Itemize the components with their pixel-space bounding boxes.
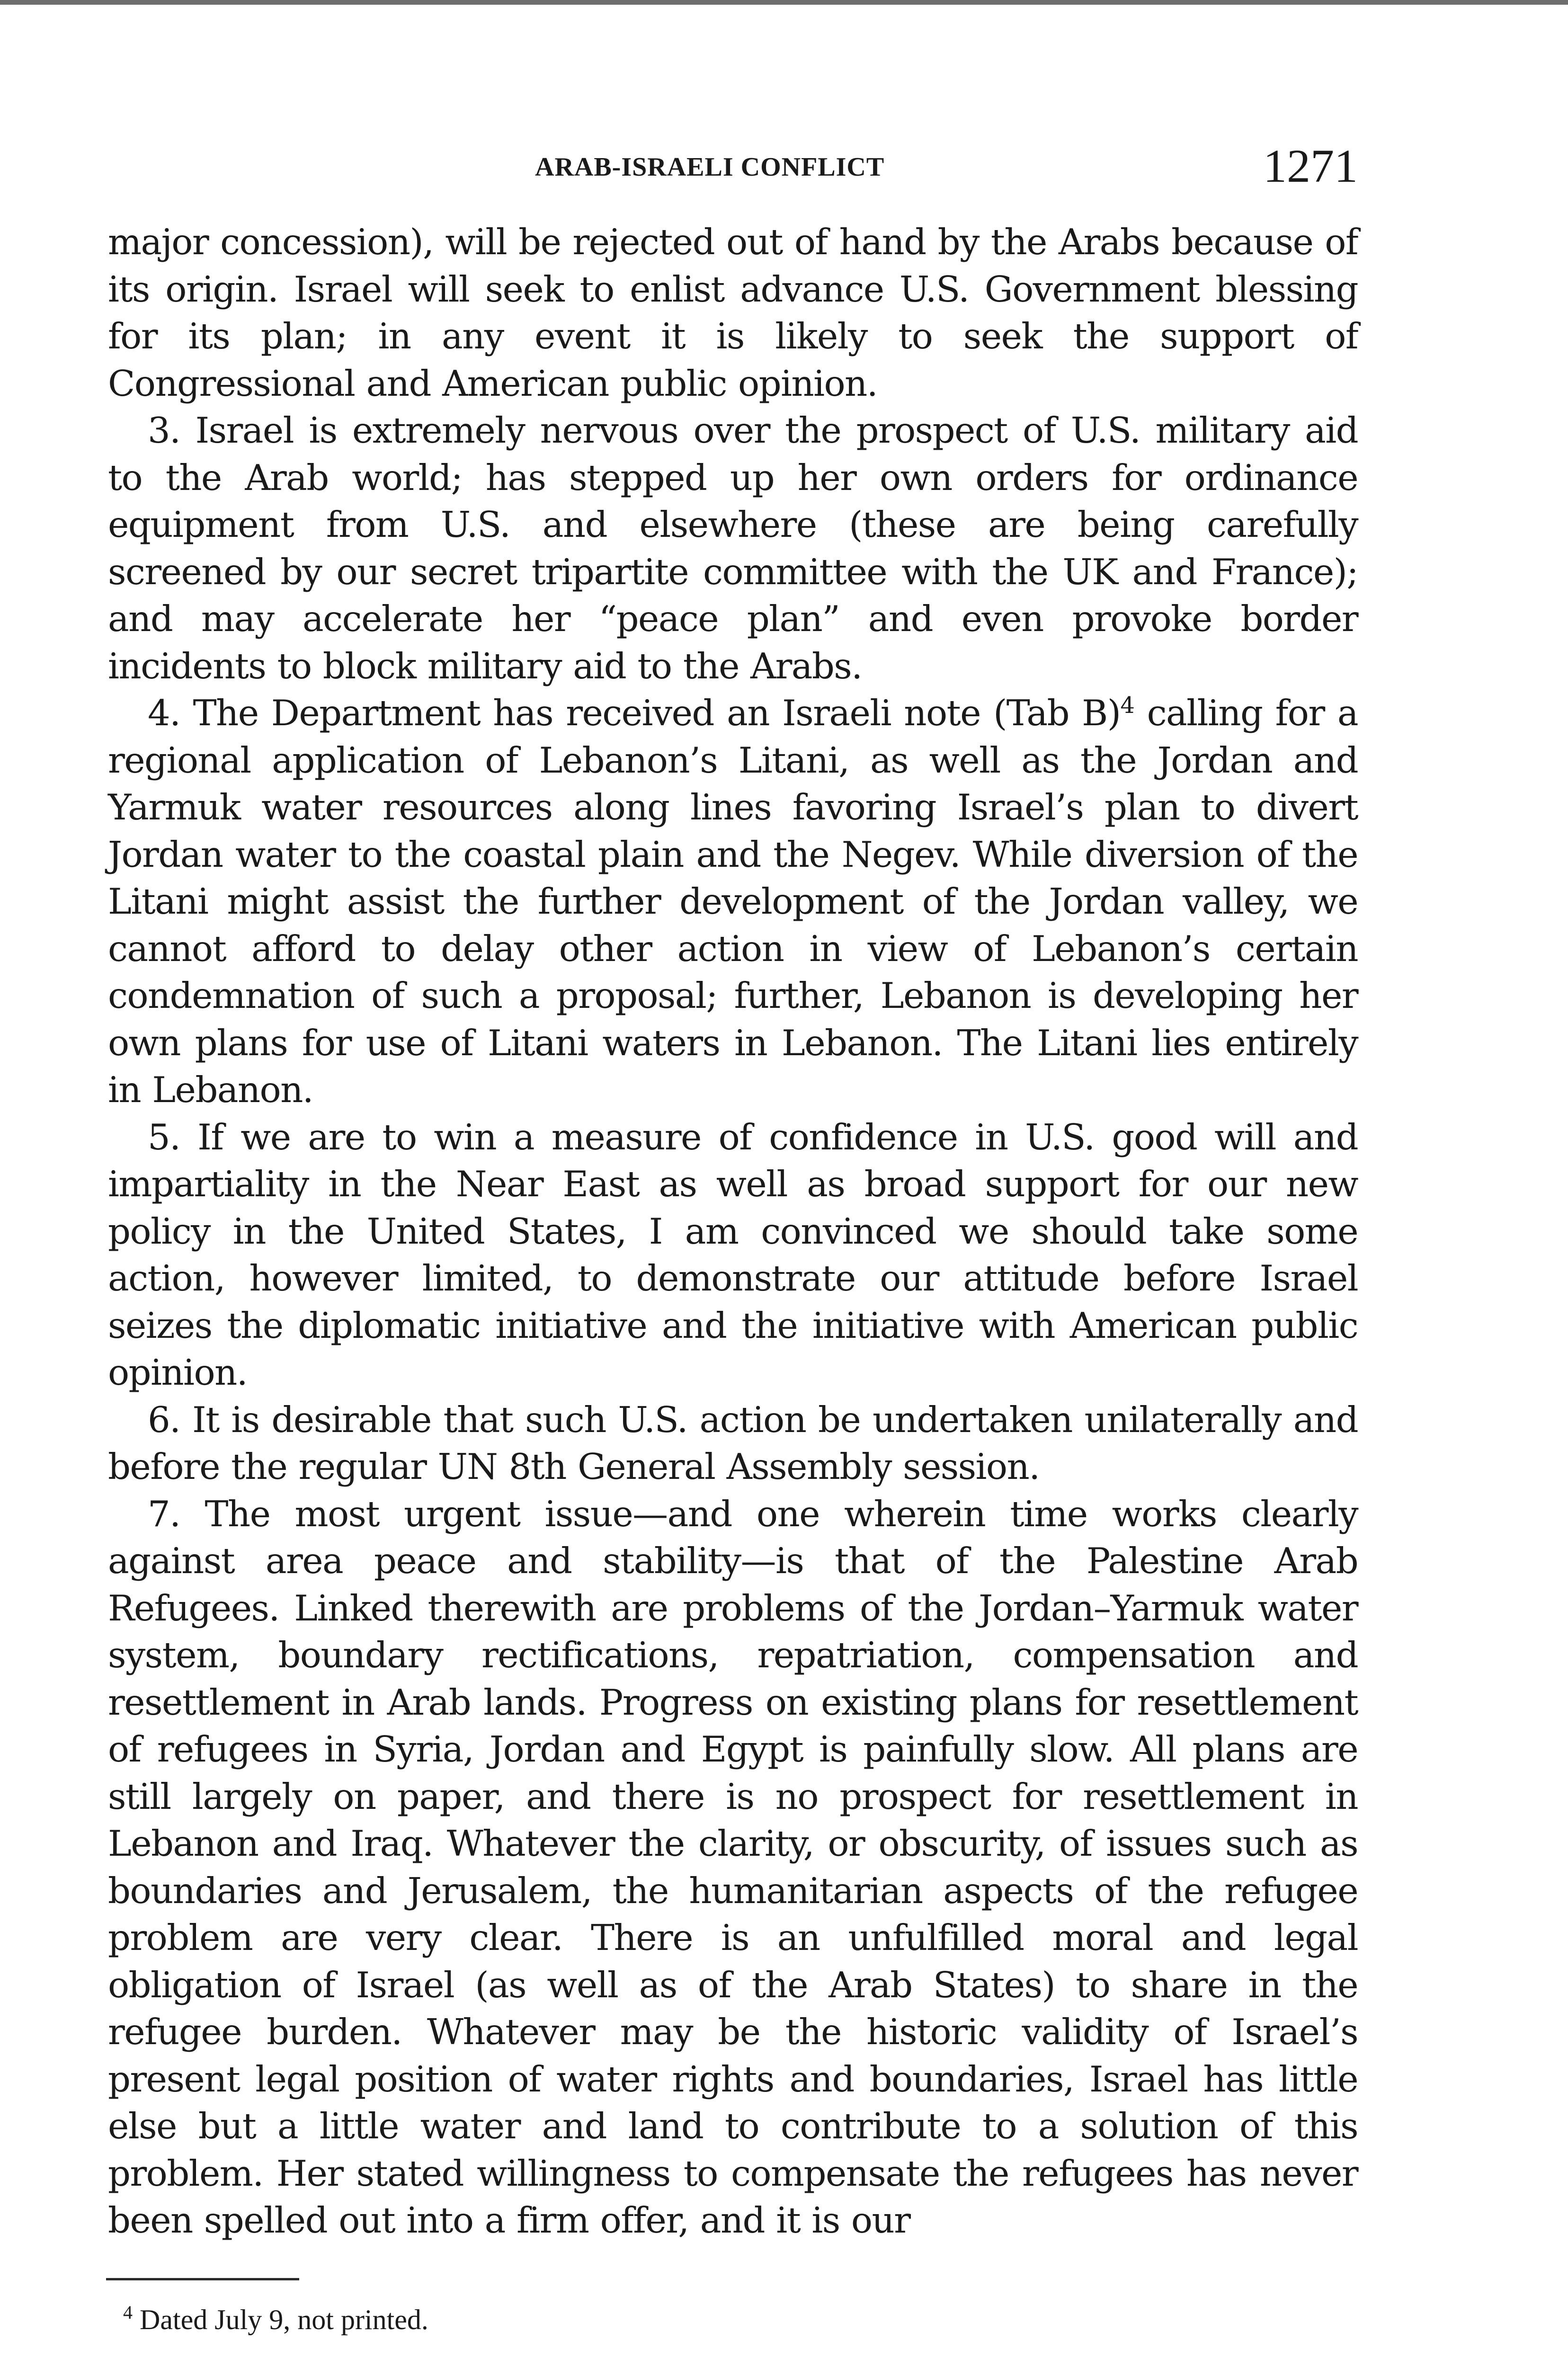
- page-number: 1271: [1263, 140, 1358, 192]
- paragraph-4-lead: 4. The Department has received an Israeli note (Tab B): [148, 692, 1121, 734]
- paragraph-5: 5. If we are to win a measure of confidence in U.S. good will and impartiality in the Near East as well as broad support for our new policy in the United States, I am convinced we should take some action, however limited, to demonstrate our attitude before Israel seizes the diplomatic initiative and the initiative with American public opinion.: [108, 1116, 1358, 1393]
- footnote-text: Dated July 9, not printed.: [133, 2304, 428, 2335]
- paragraph-6: 6. It is desirable that such U.S. action be undertaken unilaterally and before the regular UN 8th General Assembly session.: [108, 1398, 1358, 1487]
- top-edge-rule: [0, 0, 1568, 5]
- paragraph-4-rest: calling for a regional application of Lebanon’s Litani, as well as the Jordan and Yarmuk water resources along lines favoring Israel’s plan to divert Jordan water to the coastal plain and the Negev. While diversion of the Litani might assist the further development of the Jordan valley, we cannot afford to delay other action in view of Lebanon’s certain condemnation of such a proposal; further, Lebanon is developing her own plans for use of Litani waters in Lebanon. The Litani lies entirely in Lebanon.: [108, 692, 1358, 1111]
- footnote-divider: [106, 2278, 299, 2280]
- paragraph-4: [108, 690, 1358, 1114]
- body-text: [108, 219, 1358, 2244]
- footnote-4: [123, 2301, 428, 2339]
- paragraph-continuation: major concession), will be rejected out of hand by the Arabs because of its origin. Israel will seek to enlist advance U.S. Government blessing for its plan; in any event it is likely to seek the support of Congressional and American public opinion.: [108, 221, 1358, 404]
- paragraph-7: 7. The most urgent issue—and one wherein time works clearly against area peace and stability—is that of the Palestine Arab Refugees. Linked therewith are problems of the Jordan–Yarmuk water system, boundary rectifications, repatriation, compensation and resettlement in Arab lands. Progress on existing plans for resettlement of refugees in Syria, Jordan and Egypt is painfully slow. All plans are still largely on paper, and there is no prospect for resettlement in Lebanon and Iraq. Whatever the clarity, or obscurity, of issues such as boundaries and Jerusalem, the humanitarian aspects of the refugee problem are very clear. There is an unfulfilled moral and legal obligation of Israel (as well as of the Arab States) to share in the refugee burden. Whatever may be the historic validity of Israel’s present legal position of water rights and boundaries, Israel has little else but a little water and land to contribute to a solution of this problem. Her stated willingness to compensate the refugees has never been spelled out into a firm offer, and it is our: [108, 1493, 1358, 2241]
- footnote-reference-4: 4: [1120, 692, 1134, 719]
- running-head-title: ARAB-ISRAELI CONFLICT: [535, 152, 885, 182]
- paragraph-3: 3. Israel is extremely nervous over the prospect of U.S. military aid to the Arab world; has stepped up her own orders for ordinance equipment from U.S. and elsewhere (these are being carefully screened by our secret tripartite committee with the UK and France); and may accelerate her “peace plan” and even provoke border incidents to block military aid to the Arabs.: [108, 409, 1358, 687]
- footnote-mark: 4: [123, 2302, 133, 2323]
